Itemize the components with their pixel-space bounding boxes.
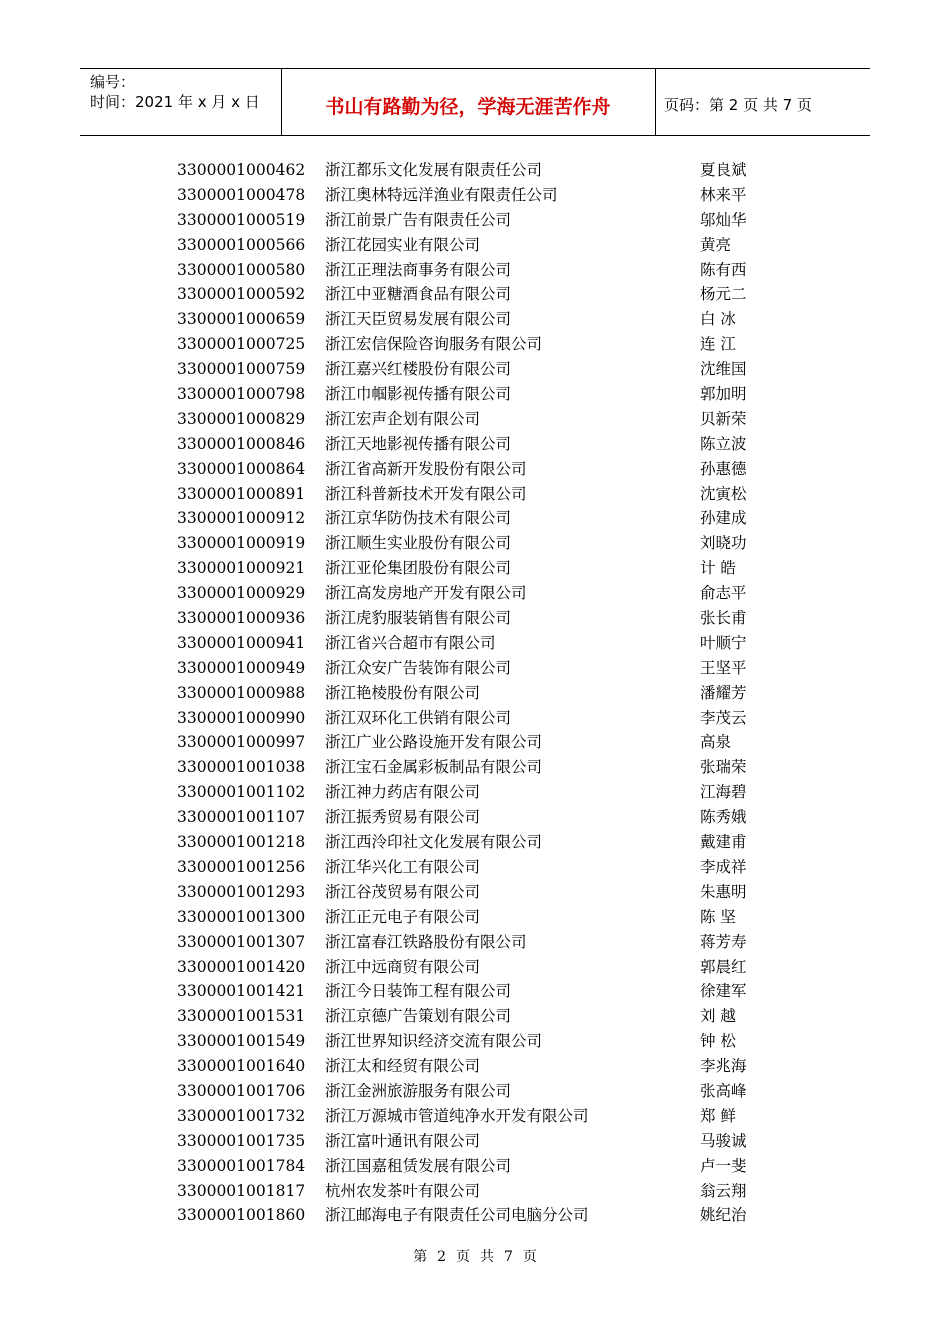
list-row xyxy=(0,1179,950,1204)
company-name: 浙江振秀贸易有限公司 xyxy=(325,808,481,827)
registration-code: 3300001001300 xyxy=(177,907,306,926)
registration-code: 3300001000759 xyxy=(177,360,306,379)
company-list xyxy=(0,158,950,1228)
legal-representative: 林来平 xyxy=(700,185,747,204)
company-name: 浙江省高新开发股份有限公司 xyxy=(325,459,527,478)
registration-code: 3300001000592 xyxy=(177,285,306,304)
registration-code: 3300001001784 xyxy=(177,1156,306,1175)
list-row xyxy=(0,830,950,855)
company-name: 浙江中亚糖酒食品有限公司 xyxy=(325,285,512,304)
company-name: 浙江谷茂贸易有限公司 xyxy=(325,882,481,901)
doc-number-label: 编号： xyxy=(90,73,136,91)
legal-representative: 姚纪治 xyxy=(700,1206,747,1225)
company-name: 浙江万源城市管道纯净水开发有限公司 xyxy=(325,1106,589,1125)
registration-code: 3300001001420 xyxy=(177,957,306,976)
footer-total: 7 xyxy=(504,1249,513,1265)
legal-representative: 高泉 xyxy=(700,733,732,752)
registration-code: 3300001001293 xyxy=(177,882,306,901)
company-name: 浙江奥林特远洋渔业有限责任公司 xyxy=(325,185,558,204)
company-name: 浙江富春江铁路股份有限公司 xyxy=(325,932,527,951)
list-row xyxy=(0,979,950,1004)
list-row xyxy=(0,1079,950,1104)
registration-code: 3300001000919 xyxy=(177,534,306,553)
company-name: 浙江西泠印社文化发展有限公司 xyxy=(325,833,543,852)
legal-representative: 夏良斌 xyxy=(700,161,747,179)
legal-representative: 张长甫 xyxy=(700,609,747,628)
legal-representative: 张高峰 xyxy=(700,1081,747,1100)
registration-code: 3300001001107 xyxy=(177,808,306,827)
legal-representative: 王坚平 xyxy=(700,658,747,677)
registration-code: 3300001001706 xyxy=(177,1081,306,1100)
list-row xyxy=(0,1104,950,1129)
registration-code: 3300001001860 xyxy=(177,1206,306,1225)
registration-code: 3300001000580 xyxy=(177,260,306,279)
footer-mid: 共 xyxy=(480,1249,494,1265)
list-row xyxy=(0,730,950,755)
legal-representative: 郭加明 xyxy=(700,385,747,404)
page-footer xyxy=(0,1246,950,1266)
company-name: 浙江中远商贸有限公司 xyxy=(325,957,481,976)
legal-representative: 蒋芳寿 xyxy=(700,932,747,951)
header-top-rule xyxy=(80,68,870,69)
company-name: 浙江金洲旅游服务有限公司 xyxy=(325,1081,512,1100)
company-name: 浙江宏信保险咨询服务有限公司 xyxy=(325,335,543,354)
registration-code: 3300001000941 xyxy=(177,633,306,652)
list-row xyxy=(0,531,950,556)
list-row xyxy=(0,1029,950,1054)
header-bottom-rule xyxy=(80,135,870,136)
company-name: 浙江虎豹服装销售有限公司 xyxy=(325,609,512,628)
company-name: 浙江都乐文化发展有限责任公司 xyxy=(325,161,543,179)
registration-code: 3300001001640 xyxy=(177,1057,306,1076)
company-name: 浙江巾帼影视传播有限公司 xyxy=(325,385,512,404)
legal-representative: 白 冰 xyxy=(700,310,736,329)
header-meta xyxy=(90,72,260,112)
company-name: 浙江邮海电子有限责任公司电脑分公司 xyxy=(325,1206,589,1225)
list-row xyxy=(0,805,950,830)
company-name: 浙江宝石金属彩板制品有限公司 xyxy=(325,758,543,777)
registration-code: 3300001001218 xyxy=(177,833,306,852)
company-name: 浙江华兴化工有限公司 xyxy=(325,857,481,876)
registration-code: 3300001001549 xyxy=(177,1032,306,1051)
company-name: 浙江省兴合超市有限公司 xyxy=(325,633,496,652)
legal-representative: 郭晨红 xyxy=(700,957,747,976)
company-name: 浙江天臣贸易发展有限公司 xyxy=(325,310,512,329)
list-row xyxy=(0,780,950,805)
legal-representative: 张瑞荣 xyxy=(700,758,747,777)
company-name: 浙江众安广告装饰有限公司 xyxy=(325,658,512,677)
registration-code: 3300001000921 xyxy=(177,559,306,578)
company-name: 浙江国嘉租赁发展有限公司 xyxy=(325,1156,512,1175)
legal-representative: 江海碧 xyxy=(700,783,747,802)
registration-code: 3300001001531 xyxy=(177,1007,306,1026)
legal-representative: 刘 越 xyxy=(700,1007,736,1026)
company-name: 浙江科普新技术开发有限公司 xyxy=(325,484,527,503)
company-name: 浙江宏声企划有限公司 xyxy=(325,409,481,428)
list-row xyxy=(0,357,950,382)
list-row xyxy=(0,656,950,681)
registration-code: 3300001000936 xyxy=(177,609,306,628)
registration-code: 3300001000988 xyxy=(177,683,306,702)
legal-representative: 马骏诚 xyxy=(700,1131,747,1150)
company-name: 浙江花园实业有限公司 xyxy=(325,235,481,254)
list-row xyxy=(0,1129,950,1154)
company-name: 浙江世界知识经济交流有限公司 xyxy=(325,1032,543,1051)
registration-code: 3300001001732 xyxy=(177,1106,306,1125)
list-row xyxy=(0,158,950,183)
registration-code: 3300001000912 xyxy=(177,509,306,528)
registration-code: 3300001001421 xyxy=(177,982,306,1001)
legal-representative: 孙建成 xyxy=(700,509,747,528)
company-name: 浙江神力药店有限公司 xyxy=(325,783,481,802)
legal-representative: 朱惠明 xyxy=(700,882,747,901)
registration-code: 3300001000798 xyxy=(177,385,306,404)
company-name: 浙江双环化工供销有限公司 xyxy=(325,708,512,727)
legal-representative: 刘晓功 xyxy=(700,534,747,553)
list-row xyxy=(0,382,950,407)
list-row xyxy=(0,482,950,507)
registration-code: 3300001000997 xyxy=(177,733,306,752)
legal-representative: 李茂云 xyxy=(700,708,747,727)
registration-code: 3300001000891 xyxy=(177,484,306,503)
legal-representative: 黄亮 xyxy=(700,235,732,254)
list-row xyxy=(0,631,950,656)
header-page-number: 页码：第 2 页 共 7 页 xyxy=(664,96,812,114)
header-divider-right xyxy=(655,68,656,136)
company-name: 浙江嘉兴红楼股份有限公司 xyxy=(325,360,512,379)
list-row xyxy=(0,955,950,980)
list-row xyxy=(0,1154,950,1179)
legal-representative: 郑 鲜 xyxy=(700,1106,736,1125)
company-name: 浙江京华防伪技术有限公司 xyxy=(325,509,512,528)
list-row xyxy=(0,307,950,332)
legal-representative: 李成祥 xyxy=(700,857,747,876)
company-name: 浙江前景广告有限责任公司 xyxy=(325,210,512,229)
list-row xyxy=(0,681,950,706)
footer-mid-pre: 页 xyxy=(456,1249,470,1265)
list-row xyxy=(0,855,950,880)
list-row xyxy=(0,506,950,531)
list-row xyxy=(0,233,950,258)
company-name: 浙江京德广告策划有限公司 xyxy=(325,1007,512,1026)
legal-representative: 卢一斐 xyxy=(700,1156,747,1175)
legal-representative: 陈 坚 xyxy=(700,907,736,926)
registration-code: 3300001000566 xyxy=(177,235,306,254)
legal-representative: 叶顺宁 xyxy=(700,633,747,652)
company-name: 浙江今日装饰工程有限公司 xyxy=(325,982,512,1001)
registration-code: 3300001000829 xyxy=(177,409,306,428)
legal-representative: 徐建军 xyxy=(700,982,747,1001)
legal-representative: 陈有西 xyxy=(700,260,747,279)
registration-code: 3300001000990 xyxy=(177,708,306,727)
company-name: 浙江艳棱股份有限公司 xyxy=(325,683,481,702)
company-name: 杭州农发茶叶有限公司 xyxy=(325,1181,481,1200)
company-name: 浙江顺生实业股份有限公司 xyxy=(325,534,512,553)
legal-representative: 沈维国 xyxy=(700,360,747,379)
list-row xyxy=(0,183,950,208)
list-row xyxy=(0,556,950,581)
company-name: 浙江天地影视传播有限公司 xyxy=(325,434,512,453)
registration-code: 3300001001256 xyxy=(177,857,306,876)
list-row xyxy=(0,880,950,905)
legal-representative: 孙惠德 xyxy=(700,459,747,478)
legal-representative: 沈寅松 xyxy=(700,484,747,503)
legal-representative: 陈立波 xyxy=(700,434,747,453)
list-row xyxy=(0,581,950,606)
header-motto: 书山有路勤为径，学海无涯苦作舟 xyxy=(325,96,611,118)
list-row xyxy=(0,1203,950,1228)
registration-code: 3300001000949 xyxy=(177,658,306,677)
registration-code: 3300001000929 xyxy=(177,584,306,603)
legal-representative: 连 江 xyxy=(700,335,736,354)
legal-representative: 钟 松 xyxy=(700,1032,736,1051)
legal-representative: 李兆海 xyxy=(700,1057,747,1076)
registration-code: 3300001000846 xyxy=(177,434,306,453)
legal-representative: 邬灿华 xyxy=(700,210,747,229)
footer-suffix: 页 xyxy=(522,1249,537,1265)
list-row xyxy=(0,905,950,930)
list-row xyxy=(0,332,950,357)
list-row xyxy=(0,258,950,283)
registration-code: 3300001000659 xyxy=(177,310,306,329)
list-row xyxy=(0,432,950,457)
list-row xyxy=(0,457,950,482)
list-row xyxy=(0,755,950,780)
footer-page: 2 xyxy=(437,1249,446,1265)
legal-representative: 翁云翔 xyxy=(700,1181,747,1200)
legal-representative: 戴建甫 xyxy=(700,833,747,852)
company-name: 浙江正元电子有限公司 xyxy=(325,907,481,926)
registration-code: 3300001000519 xyxy=(177,210,306,229)
registration-code: 3300001000864 xyxy=(177,459,306,478)
legal-representative: 陈秀娥 xyxy=(700,808,747,827)
registration-code: 3300001001038 xyxy=(177,758,306,777)
company-name: 浙江正理法商事务有限公司 xyxy=(325,260,512,279)
registration-code: 3300001001307 xyxy=(177,932,306,951)
registration-code: 3300001001735 xyxy=(177,1131,306,1150)
legal-representative: 俞志平 xyxy=(700,584,747,603)
legal-representative: 杨元二 xyxy=(700,285,747,304)
list-row xyxy=(0,1054,950,1079)
list-row xyxy=(0,208,950,233)
registration-code: 3300001001817 xyxy=(177,1181,306,1200)
list-row xyxy=(0,706,950,731)
list-row xyxy=(0,282,950,307)
company-name: 浙江广业公路设施开发有限公司 xyxy=(325,733,543,752)
registration-code: 3300001001102 xyxy=(177,783,306,802)
legal-representative: 潘耀芳 xyxy=(700,683,747,702)
company-name: 浙江高发房地产开发有限公司 xyxy=(325,584,527,603)
registration-code: 3300001000725 xyxy=(177,335,306,354)
legal-representative: 贝新荣 xyxy=(700,409,747,428)
company-name: 浙江亚伦集团股份有限公司 xyxy=(325,559,512,578)
list-row xyxy=(0,1004,950,1029)
company-name: 浙江太和经贸有限公司 xyxy=(325,1057,481,1076)
footer-prefix: 第 xyxy=(413,1249,428,1265)
doc-time-label: 时间：2021 年 x 月 x 日 xyxy=(90,93,260,111)
legal-representative: 计 皓 xyxy=(700,559,736,578)
list-row xyxy=(0,606,950,631)
registration-code: 3300001000478 xyxy=(177,185,306,204)
list-row xyxy=(0,930,950,955)
company-name: 浙江富叶通讯有限公司 xyxy=(325,1131,481,1150)
list-row xyxy=(0,407,950,432)
registration-code: 3300001000462 xyxy=(177,161,306,179)
